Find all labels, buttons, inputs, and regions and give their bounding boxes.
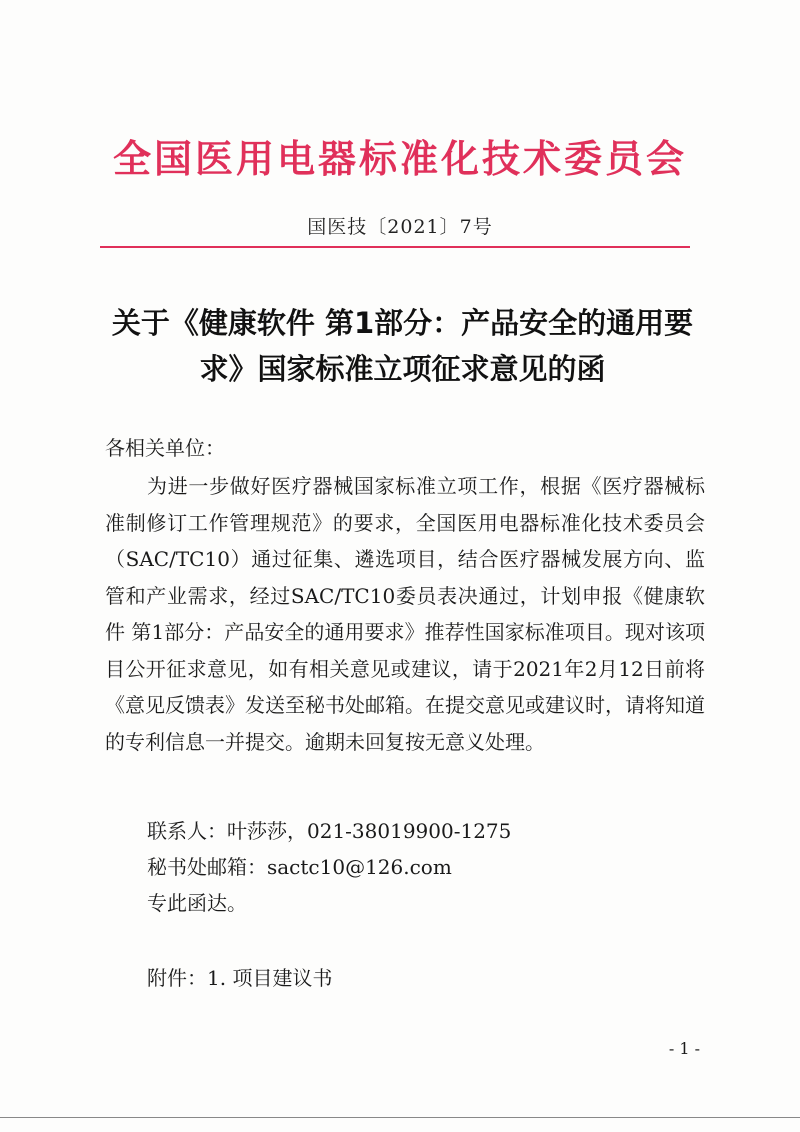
page-bottom-edge xyxy=(0,1117,800,1118)
body-paragraph: 为进一步做好医疗器械国家标准立项工作，根据《医疗器械标准制修订工作管理规范》的要求，全国医用电器标准化技术委员会（SAC/TC10）通过征集、遴选项目，结合医疗器械发展方向、监管和产业需求，经过SAC/TC10委员表决通过，计划申报《健康软件 第1部分：产品安全的通用要求》推荐性国家标准项目。现对该项目公开征求意见，如有相关意见或建议，请于2021年2月12日前将《意见反馈表》发送至秘书处邮箱。在提交意见或建议时，请将知道的专利信息一并提交。逾期未回复按无意义处理。 xyxy=(105,474,705,754)
attachment-list: 附件：1. 项目建议书 xyxy=(147,966,333,990)
secretariat-email: 秘书处邮箱：sactc10@126.com xyxy=(147,855,452,879)
header-divider xyxy=(100,246,690,248)
document-number: 国医技〔2021〕7号 xyxy=(307,216,493,238)
subject-line-2: 求》国家标准立项征求意见的函 xyxy=(199,352,606,386)
closing-remark: 专此函达。 xyxy=(147,891,247,915)
subject-line-1: 关于《健康软件 第1部分：产品安全的通用要 xyxy=(111,306,694,340)
page-number: - 1 - xyxy=(668,1039,700,1058)
contact-person: 联系人：叶莎莎，021-38019900-1275 xyxy=(147,819,512,843)
addressee: 各相关单位： xyxy=(105,436,225,460)
organization-title: 全国医用电器标准化技术委员会 xyxy=(112,136,687,181)
document-subject xyxy=(95,300,710,392)
